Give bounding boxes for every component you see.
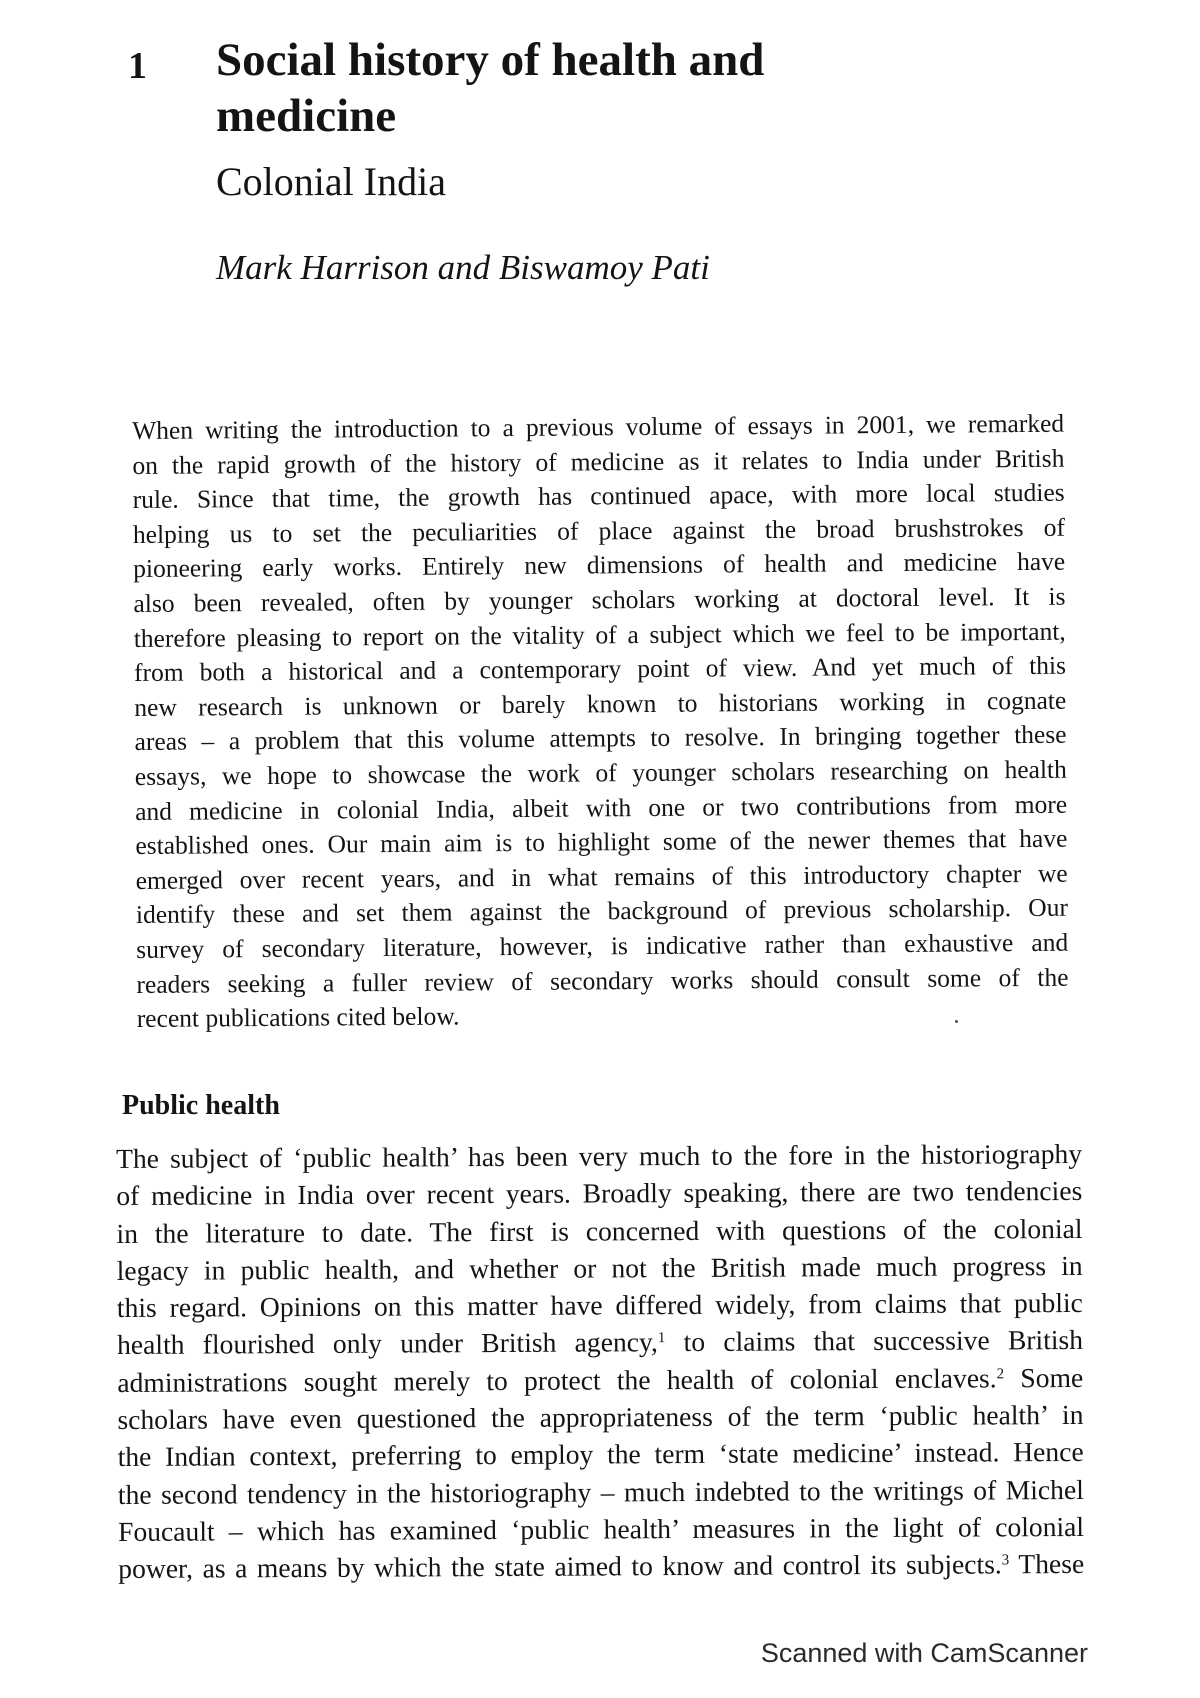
body-line: Foucault – which has examined ‘public health’ measures in the light of colonial (117, 1510, 1085, 1547)
intro-line: on the rapid growth of the history of medicine as it relates to India under British (132, 443, 1065, 480)
intro-paragraph (132, 407, 1069, 1037)
body-text-run: administrations sought merely to protect the health of colonial enclaves. (117, 1362, 997, 1398)
camscanner-watermark: Scanned with CamScanner (760, 1638, 1088, 1668)
body-line: this regard. Opinions on this matter have differed widely, from claims that public (116, 1287, 1083, 1324)
body-text-run: Some (1004, 1361, 1084, 1394)
intro-line: new research is unknown or barely known to historians working in cognate (134, 685, 1067, 722)
chapter-title: Social history of health and medicine (216, 34, 765, 142)
scan-speck (955, 1020, 958, 1023)
body-line: of medicine in India over recent years. Broadly speaking, there are two tendencies (116, 1175, 1083, 1212)
body-line: The subject of ‘public health’ has been very much to the fore in the historiography (116, 1137, 1083, 1174)
intro-line: pioneering early works. Entirely new dimensions of health and medicine have (133, 547, 1066, 584)
chapter-number: 1 (128, 45, 147, 87)
section-heading: Public health (122, 1090, 280, 1121)
section-body (116, 1135, 1084, 1588)
body-line (117, 1321, 1083, 1363)
body-line: the Indian context, preferring to employ the term ‘state medicine’ instead. Hence (117, 1436, 1084, 1473)
body-text-run: power, as a means by which the state aimed to know and control its subjects. (118, 1548, 1002, 1585)
intro-line: readers seeking a fuller review of secondary works should consult some of the (136, 962, 1069, 999)
body-line: legacy in public health, and whether or not the British made much progress in (116, 1249, 1083, 1286)
chapter-subtitle: Colonial India (216, 159, 446, 204)
intro-line: helping us to set the peculiarities of place against the broad brushstrokes of (132, 512, 1066, 549)
intro-line: from both a historical and a contemporary point of view. And yet much of this (133, 650, 1067, 688)
intro-line: survey of secondary literature, however, is indicative rather than exhaustive and (136, 927, 1069, 964)
intro-line: also been revealed, often by younger scholars working at doctoral level. It is (133, 581, 1066, 618)
footnote-ref[interactable]: 3 (1001, 1552, 1010, 1569)
intro-line: areas – a problem that this volume attempts to resolve. In bringing together these (134, 720, 1067, 757)
intro-line: and medicine in colonial India, albeit with one or two contributions from more (135, 789, 1068, 826)
body-line (118, 1545, 1084, 1587)
intro-line: identify these and set them against the background of previous scholarship. Our (135, 892, 1069, 930)
intro-line: essays, we hope to showcase the work of younger scholars researching on health (134, 754, 1067, 791)
chapter-authors: Mark Harrison and Biswamoy Pati (216, 248, 710, 287)
intro-line: recent publications cited below. (136, 1001, 460, 1034)
intro-line: When writing the introduction to a previous volume of essays in 2001, we remarked (132, 408, 1065, 445)
intro-line: therefore pleasing to report on the vitality of a subject which we feel to be important, (133, 616, 1066, 653)
footnote-ref[interactable]: 1 (657, 1330, 666, 1347)
body-text-run: These (1009, 1548, 1085, 1580)
body-line: in the literature to date. The first is concerned with questions of the colonial (116, 1212, 1083, 1249)
footnote-ref[interactable]: 2 (996, 1366, 1005, 1383)
body-line (117, 1359, 1083, 1401)
body-line: scholars have even questioned the appropriateness of the term ‘public health’ in (117, 1399, 1084, 1436)
body-text-run: health flourished only under British agency, (116, 1326, 658, 1361)
body-line: the second tendency in the historiography – much indebted to the writings of Michel (117, 1473, 1084, 1510)
intro-line: established ones. Our main aim is to highlight some of the newer themes that have (135, 823, 1068, 861)
intro-line: rule. Since that time, the growth has continued apace, with more local studies (132, 477, 1065, 515)
body-text-run: to claims that successive British (665, 1324, 1084, 1358)
intro-line: emerged over recent years, and in what remains of this introductory chapter we (135, 858, 1068, 895)
